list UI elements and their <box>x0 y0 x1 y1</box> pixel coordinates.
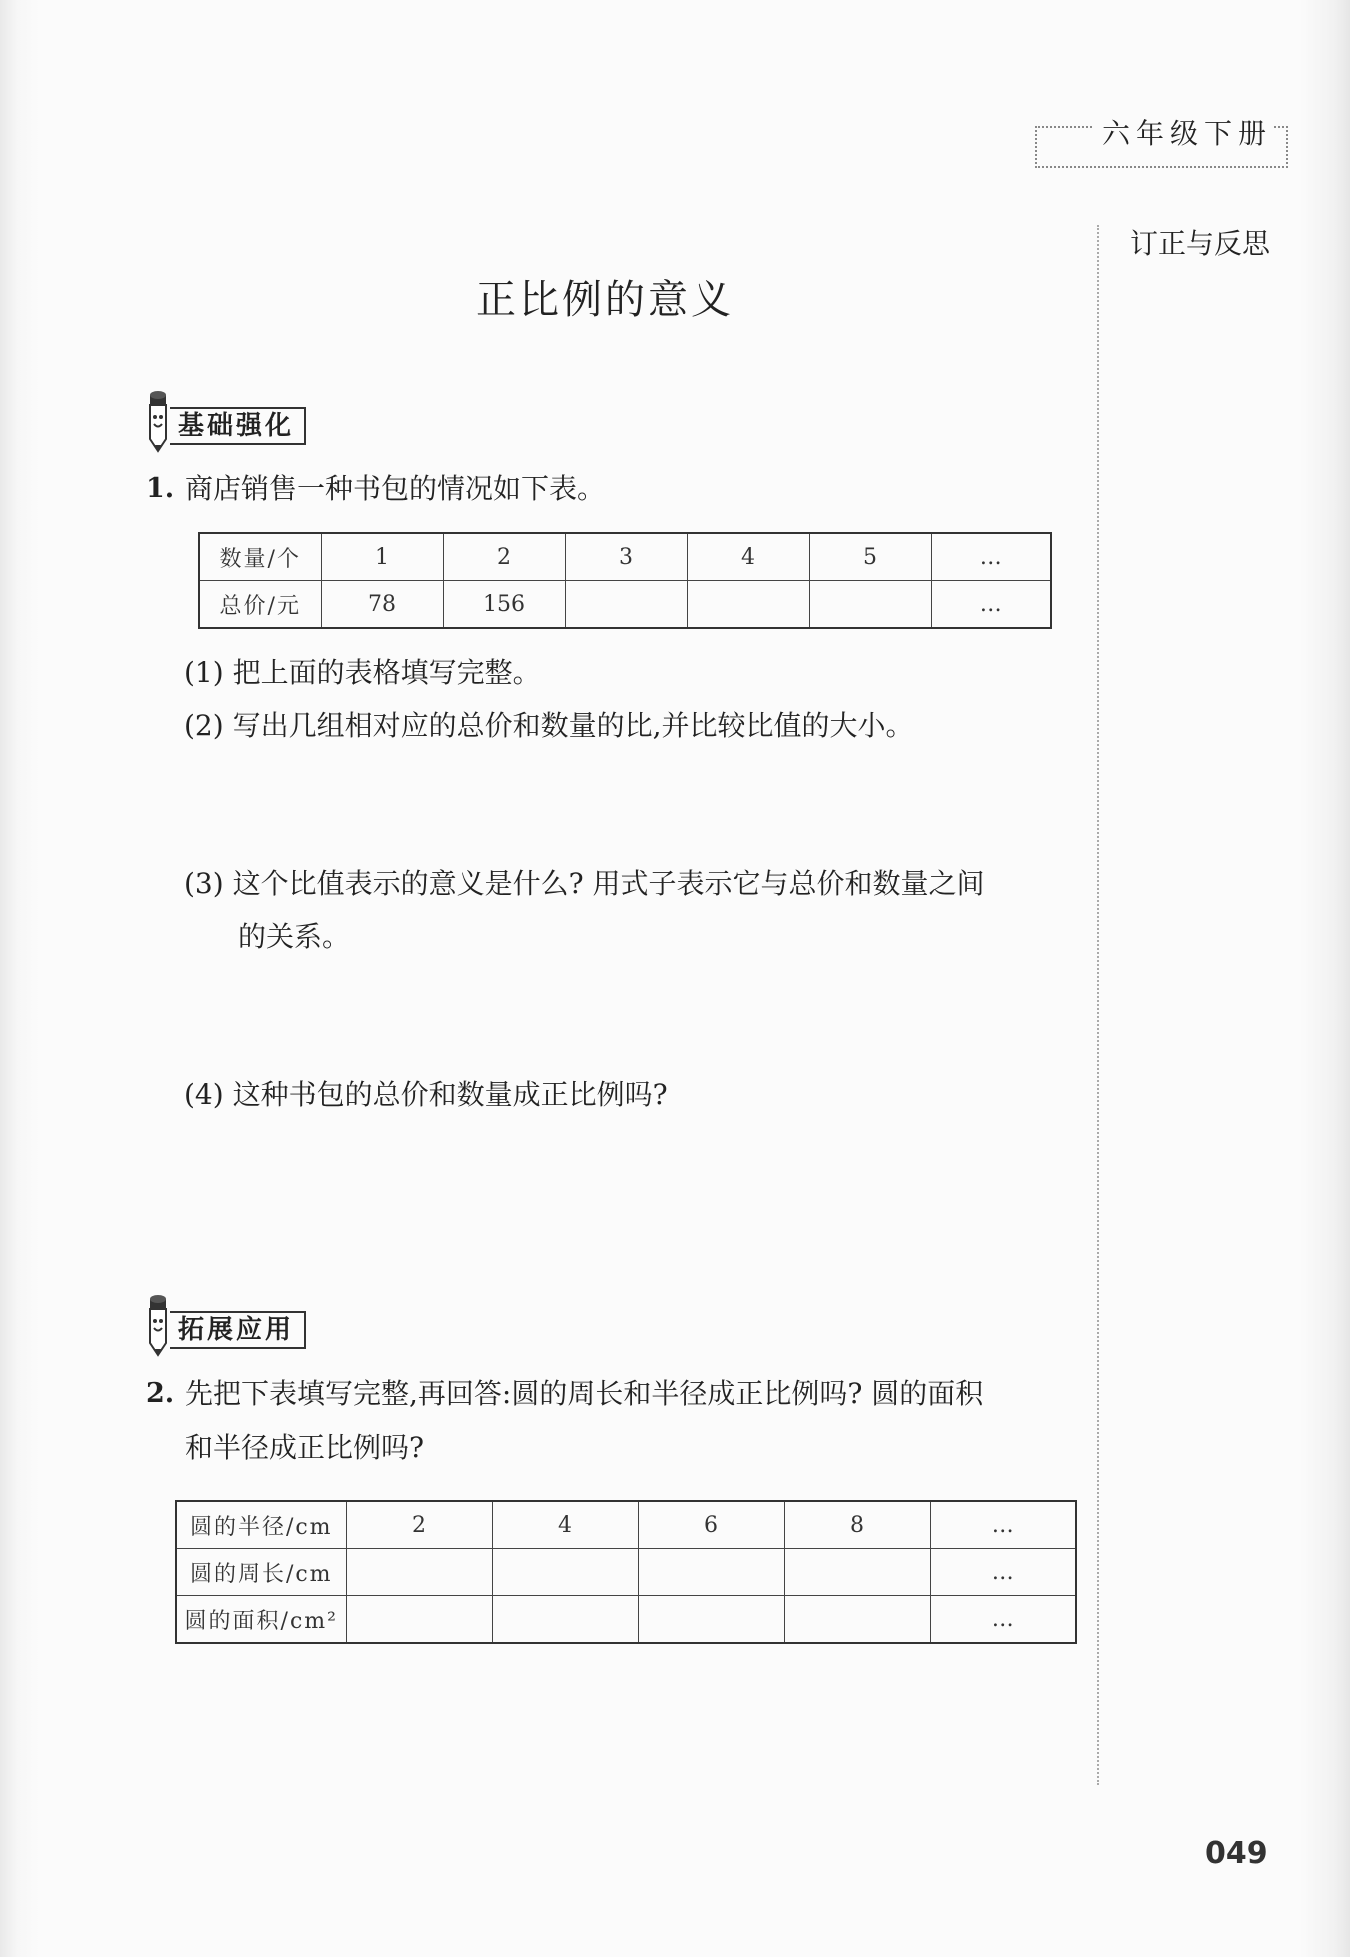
table-cell: 1 <box>321 533 443 581</box>
pencil-icon <box>146 387 170 453</box>
question-2-table <box>175 1500 1077 1644</box>
pencil-icon <box>146 1291 170 1357</box>
question-1-text: 商店销售一种书包的情况如下表。 <box>185 472 606 505</box>
table-cell <box>492 1549 638 1596</box>
section-badge-basic <box>146 407 306 445</box>
table-cell: … <box>930 1596 1076 1644</box>
table-cell: 3 <box>565 533 687 581</box>
table-cell <box>346 1549 492 1596</box>
question-2-number: 2. <box>146 1378 175 1409</box>
table-cell <box>809 581 931 629</box>
question-2-text-line2: 和半径成正比例吗? <box>185 1431 425 1464</box>
table-row <box>176 1501 1076 1549</box>
table-cell <box>492 1596 638 1644</box>
sidebar-title: 订正与反思 <box>1130 227 1271 260</box>
table-cell: 2 <box>346 1501 492 1549</box>
sidebar-divider <box>1097 225 1099 1785</box>
table-cell: … <box>931 533 1051 581</box>
table-cell: 4 <box>492 1501 638 1549</box>
table-cell: 圆的面积/cm² <box>176 1596 346 1644</box>
grade-tag: 六年级下册 <box>1035 126 1288 168</box>
table-cell: … <box>931 581 1051 629</box>
question-1-sub-4: (4) 这种书包的总价和数量成正比例吗? <box>184 1078 668 1111</box>
page-number: 049 <box>1205 1836 1268 1871</box>
table-cell <box>346 1596 492 1644</box>
table-row <box>176 1596 1076 1644</box>
section-label-extend: 拓展应用 <box>170 1311 306 1349</box>
table-cell: 6 <box>638 1501 784 1549</box>
question-2-text-line1: 先把下表填写完整,再回答:圆的周长和半径成正比例吗? 圆的面积 <box>185 1377 984 1410</box>
question-1-sub-1: (1) 把上面的表格填写完整。 <box>184 656 541 689</box>
table-cell: 8 <box>784 1501 930 1549</box>
question-1-number: 1. <box>146 473 175 504</box>
table-row <box>199 533 1051 581</box>
page-title: 正比例的意义 <box>476 277 734 323</box>
table-cell: 78 <box>321 581 443 629</box>
table-cell: 4 <box>687 533 809 581</box>
table-cell <box>638 1596 784 1644</box>
table-cell <box>687 581 809 629</box>
table-cell <box>784 1596 930 1644</box>
table-cell: … <box>930 1549 1076 1596</box>
table-cell: 总价/元 <box>199 581 321 629</box>
section-label-basic: 基础强化 <box>170 407 306 445</box>
table-cell <box>638 1549 784 1596</box>
table-cell: 圆的半径/cm <box>176 1501 346 1549</box>
question-1-sub-3-cont: 的关系。 <box>238 920 351 953</box>
table-cell: 数量/个 <box>199 533 321 581</box>
table-cell <box>784 1549 930 1596</box>
table-row <box>199 581 1051 629</box>
table-cell: … <box>930 1501 1076 1549</box>
question-1-sub-2: (2) 写出几组相对应的总价和数量的比,并比较比值的大小。 <box>184 709 914 742</box>
question-1-table <box>198 532 1052 629</box>
table-row <box>176 1549 1076 1596</box>
table-cell: 圆的周长/cm <box>176 1549 346 1596</box>
table-cell: 5 <box>809 533 931 581</box>
table-cell: 156 <box>443 581 565 629</box>
table-cell <box>565 581 687 629</box>
table-cell: 2 <box>443 533 565 581</box>
question-1-sub-3: (3) 这个比值表示的意义是什么? 用式子表示它与总价和数量之间 <box>184 867 985 900</box>
section-badge-extend <box>146 1311 306 1349</box>
